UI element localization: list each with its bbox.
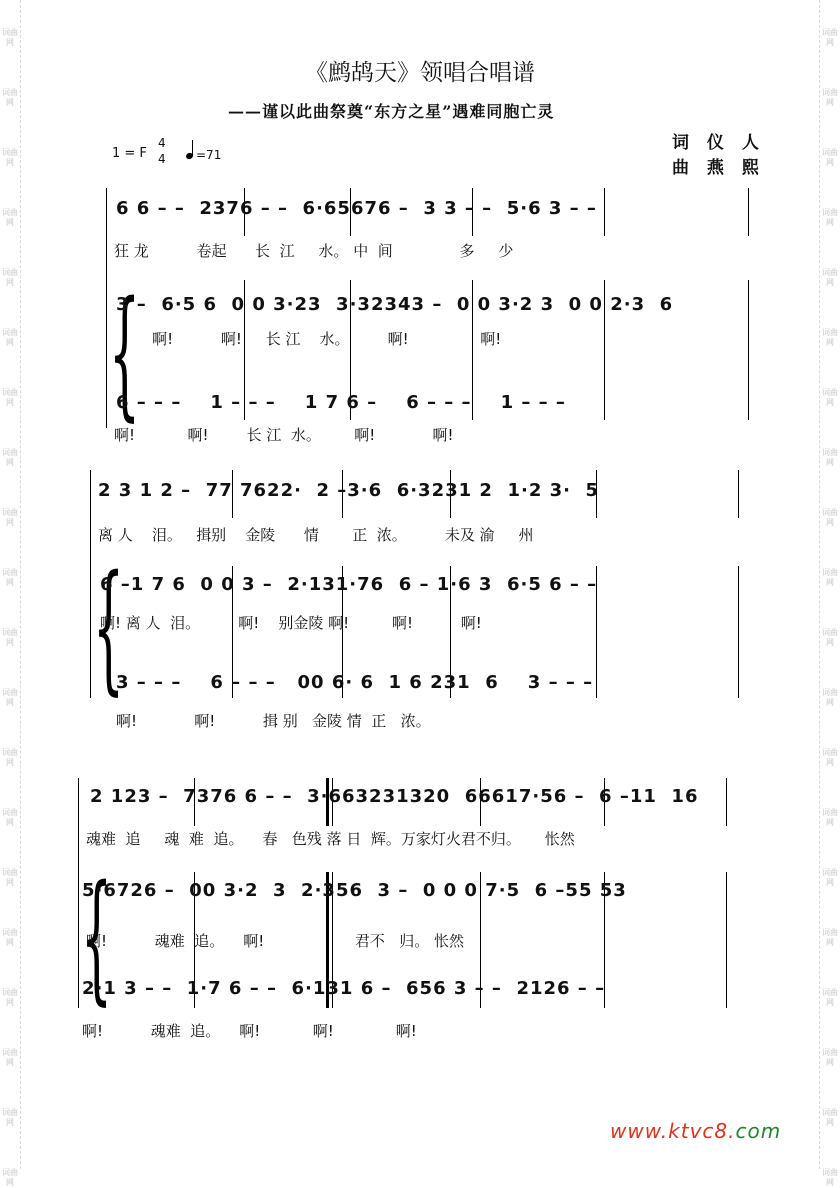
watermark-text: 词曲网 bbox=[822, 928, 838, 947]
watermark-text: 词曲网 bbox=[2, 148, 18, 167]
watermark-text: 词曲网 bbox=[2, 88, 18, 107]
chorus-upper-notes: 5·6726 – 00 3·2 3 2·356 3 – 0 0 0 7·5 6 –55 53 bbox=[82, 880, 627, 901]
watermark-text: 词曲网 bbox=[2, 748, 18, 767]
tempo-marking bbox=[186, 146, 221, 162]
staff-brace-icon: { bbox=[108, 272, 141, 435]
score-subtitle: ——谨以此曲祭奠“东方之星”遇难同胞亡灵 bbox=[228, 102, 555, 121]
watermark-text: 词曲网 bbox=[822, 208, 838, 227]
watermark-text: 词曲网 bbox=[2, 1168, 18, 1187]
watermark-text: 词曲网 bbox=[822, 328, 838, 347]
watermark-text: 词曲网 bbox=[2, 448, 18, 467]
watermark-text: 词曲网 bbox=[2, 508, 18, 527]
watermark-text: 词曲网 bbox=[822, 808, 838, 827]
site-logo bbox=[610, 1119, 781, 1143]
chorus-upper-notes: 6 –1 7 6 0 0 3 – 2·131·76 6 – 1·6 3 6·5 6 – – bbox=[100, 574, 598, 595]
watermark-text: 词曲网 bbox=[822, 268, 838, 287]
staff-brace-icon: { bbox=[92, 546, 125, 709]
watermark-text: 词曲网 bbox=[2, 208, 18, 227]
meter-bottom: 4 bbox=[158, 152, 166, 166]
chorus-upper-lyrics: 啊! 魂难 追。 啊! 君不 归。 怅然 bbox=[86, 932, 464, 950]
watermark-text: 词曲网 bbox=[2, 28, 18, 47]
watermark-text: 词曲网 bbox=[822, 868, 838, 887]
watermark-text: 词曲网 bbox=[2, 1048, 18, 1067]
watermark-text: 词曲网 bbox=[2, 568, 18, 587]
tempo-value: =71 bbox=[196, 148, 222, 162]
melody-notes: 2 123 – 7376 6 – – 3·663231320 66617·56 – 6 –11 16 bbox=[90, 786, 699, 807]
score-page bbox=[20, 0, 820, 1169]
watermark-text: 词曲网 bbox=[2, 268, 18, 287]
logo-main: www.ktvc8 bbox=[610, 1119, 729, 1143]
watermark-text: 词曲网 bbox=[822, 1108, 838, 1127]
watermark-text: 词曲网 bbox=[822, 568, 838, 587]
chorus-lower-notes: 2·1 3 – – 1·7 6 – – 6·131 6 – 656 3 – – 2126 – – bbox=[82, 978, 606, 999]
chorus-lower-notes: 6 – – – 1 – – – 1 7 6 – 6 – – – 1 – – – bbox=[116, 392, 566, 413]
logo-com: com bbox=[735, 1119, 782, 1143]
key-signature: 1 = F bbox=[112, 146, 147, 161]
score-title: 《鹧鸪天》领唱合唱谱 bbox=[305, 60, 535, 86]
watermark-text: 词曲网 bbox=[822, 1168, 838, 1187]
watermark-text: 词曲网 bbox=[822, 508, 838, 527]
left-watermark-strip bbox=[0, 0, 21, 1187]
meter-top: 4 bbox=[158, 136, 166, 150]
watermark-text: 词曲网 bbox=[822, 28, 838, 47]
melody-notes: 6 6 – – 2376 – – 6·65676 – 3 3 – – 5·6 3 – – bbox=[116, 198, 597, 219]
watermark-text: 词曲网 bbox=[2, 328, 18, 347]
chorus-lower-lyrics: 啊! 魂难 追。 啊! 啊! 啊! bbox=[82, 1022, 417, 1040]
watermark-text: 词曲网 bbox=[2, 928, 18, 947]
chorus-upper-lyrics: 啊! 啊! 长 江 水。 啊! 啊! bbox=[114, 330, 502, 348]
melody-notes: 2 3 1 2 – 77 7622· 2 –3·6 6·3231 2 1·2 3· 5 bbox=[98, 480, 600, 501]
melody-lyrics: 离 人 泪。 揖别 金陵 情 正 浓。 未及 渝 州 bbox=[98, 526, 534, 544]
watermark-text: 词曲网 bbox=[822, 628, 838, 647]
watermark-text: 词曲网 bbox=[822, 148, 838, 167]
melody-lyrics: 狂 龙 卷起 长 江 水。 中 间 多 少 bbox=[114, 242, 514, 260]
logo-dot: . bbox=[728, 1119, 736, 1143]
watermark-text: 词曲网 bbox=[822, 448, 838, 467]
watermark-text: 词曲网 bbox=[2, 688, 18, 707]
right-watermark-strip bbox=[819, 0, 840, 1187]
chorus-lower-lyrics: 啊! 啊! 长 江 水。 啊! 啊! bbox=[114, 426, 454, 444]
chorus-lower-lyrics: 啊! 啊! 揖 别 金陵 情 正 浓。 bbox=[116, 712, 431, 730]
chorus-lower-notes: 3 – – – 6 – – – 00 6· 6 1 6 231 6 3 – – – bbox=[116, 672, 594, 693]
watermark-text: 词曲网 bbox=[822, 88, 838, 107]
watermark-text: 词曲网 bbox=[2, 628, 18, 647]
watermark-text: 词曲网 bbox=[822, 748, 838, 767]
watermark-text: 词曲网 bbox=[822, 688, 838, 707]
chorus-upper-lyrics: 啊! 离 人 泪。 啊! 别金陵 啊! 啊! 啊! bbox=[100, 614, 482, 632]
watermark-text: 词曲网 bbox=[2, 868, 18, 887]
staff-brace-icon: { bbox=[80, 856, 113, 1019]
watermark-text: 词曲网 bbox=[2, 808, 18, 827]
watermark-text: 词曲网 bbox=[822, 1048, 838, 1067]
lyricist-credit: 词 仪 人 bbox=[672, 133, 765, 153]
watermark-text: 词曲网 bbox=[822, 988, 838, 1007]
chorus-upper-notes: 3 – 6·5 6 0 0 3·23 3·32343 – 0 0 3·2 3 0 0 2·3 6 bbox=[116, 294, 674, 315]
watermark-text: 词曲网 bbox=[2, 988, 18, 1007]
watermark-text: 词曲网 bbox=[2, 388, 18, 407]
composer-credit: 曲 燕 熙 bbox=[672, 158, 765, 178]
watermark-text: 词曲网 bbox=[2, 1108, 18, 1127]
melody-lyrics: 魂难 追 魂 难 追。 春 色残 落 日 辉。万家灯火君不归。 怅然 bbox=[86, 830, 575, 848]
watermark-text: 词曲网 bbox=[822, 388, 838, 407]
